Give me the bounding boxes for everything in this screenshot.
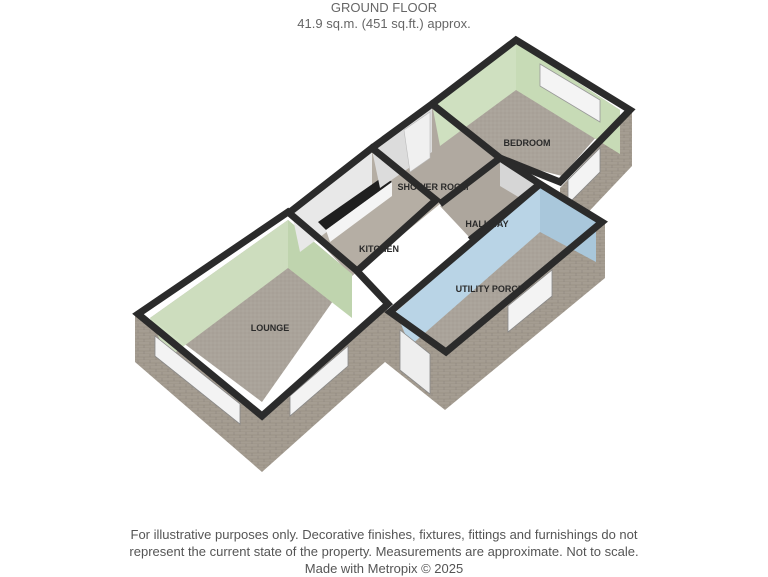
disclaimer-line-1: For illustrative purposes only. Decorative finishes, fixtures, fittings and furnishings do not bbox=[130, 527, 638, 542]
room-label-kitchen: KITCHEN bbox=[359, 244, 399, 254]
room-label-shower-room: SHOWER ROOM bbox=[397, 182, 469, 192]
credit-line: Made with Metropix © 2025 bbox=[304, 561, 464, 576]
room-label-utility-porch: UTILITY PORCH bbox=[455, 284, 525, 294]
room-label-lounge: LOUNGE bbox=[250, 323, 290, 333]
room-label-hallway: HALLWAY bbox=[465, 219, 509, 229]
floor-title: GROUND FLOOR bbox=[330, 0, 438, 15]
room-label-bedroom: BEDROOM bbox=[503, 138, 551, 148]
disclaimer-line-2: represent the current state of the property. Measurements are approximate. Not to scale. bbox=[129, 544, 639, 559]
floor-area: 41.9 sq.m. (451 sq.ft.) approx. bbox=[297, 16, 471, 31]
